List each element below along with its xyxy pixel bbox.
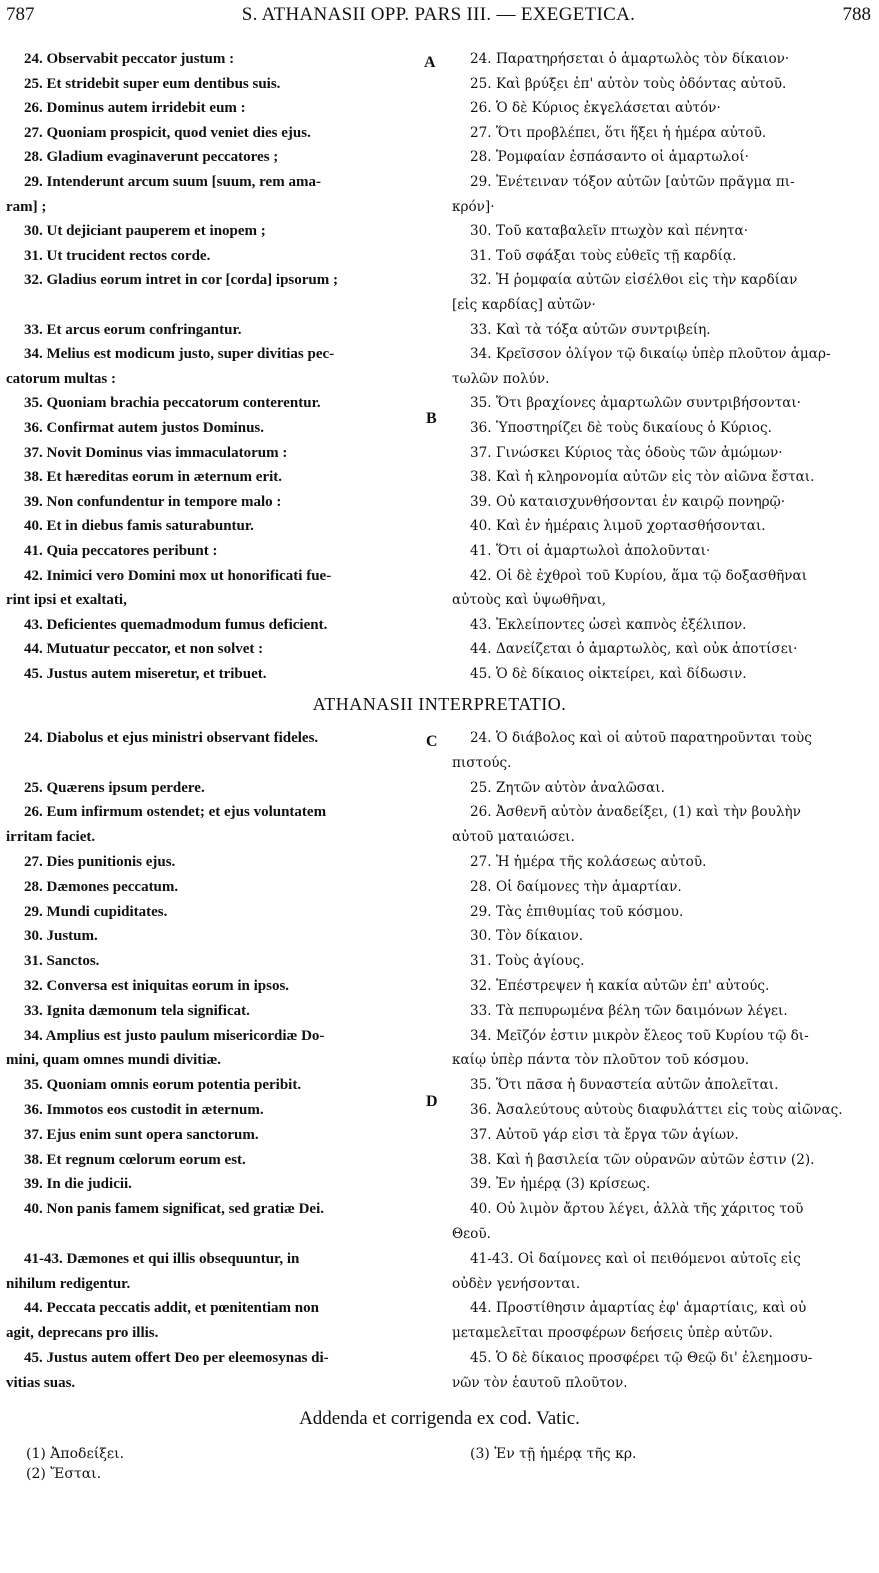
interp-latin-line: 24. Diabolus et ejus ministri observant fideles. [24,730,319,746]
interp-greek-line: 44. Προστίθησιν ἁμαρτίας ἐφ' ἁμαρτίαις, καὶ οὐ [470,1300,807,1317]
interp-latin-line: mini, quam omnes mundi divitiæ. [6,1052,222,1069]
interp-latin-line: 30. Justum. [24,928,98,945]
running-header [6,4,871,34]
interpretation-latin-column [6,726,426,1406]
interp-latin-line: 26. Eum infirmum ostendet; et ejus voluntatem [24,804,327,821]
psalm-latin-line: 31. Ut trucident rectos corde. [24,247,211,264]
psalm-greek-line: 43. Ἐκλείποντες ὡσεὶ καπνὸς ἐξέλιπον. [470,616,747,633]
interp-latin-line: 33. Ignita dæmonum tela significat. [24,1002,250,1019]
psalm-greek-line: 40. Καὶ ἐν ἡμέραις λιμοῦ χορτασθήσονται. [470,518,766,535]
interp-latin-line [6,751,426,776]
right-page-number: 788 [842,4,871,25]
running-title: S. ATHANASII OPP. PARS III. — EXEGETICA. [241,4,636,25]
psalm-latin-line [6,293,426,318]
psalm-latin-column [6,47,426,687]
psalm-greek-line: αὐτοὺς καὶ ὑψωθῆναι, [452,592,607,609]
interp-latin-line: 32. Conversa est iniquitas eorum in ipsos. [24,978,290,994]
interp-greek-line: 45. Ὁ δὲ δίκαιος προσφέρει τῷ Θεῷ δι' ἐλεημοσυ- [470,1350,813,1366]
interp-greek-line: 30. Τὸν δίκαιον. [470,928,584,945]
psalm-latin-line: catorum multas : [6,370,116,387]
addenda-note-2: (2) Ἔσται. [26,1466,102,1482]
interp-greek-line: 29. Τὰς ἐπιθυμίας τοῦ κόσμου. [470,903,684,920]
interp-latin-line: 28. Dæmones peccatum. [24,878,179,895]
psalm-latin-line: ram] ; [6,198,47,215]
psalm-greek-line: κρόν]· [452,198,495,215]
interp-latin-line: 41-43. Dæmones et qui illis obsequuntur, in [24,1250,300,1267]
addenda-note-1: (1) Ἀποδείξει. [26,1446,125,1462]
psalm-latin-line: 32. Gladius eorum intret in cor [corda] ipsorum ; [24,272,339,289]
margin-marker-b: B [426,410,437,427]
psalm-greek-line: 32. Ἡ ῥομφαία αὐτῶν εἰσέλθοι εἰς τὴν καρδίαν [470,272,798,289]
psalm-latin-line: 26. Dominus autem irridebit eum : [24,100,246,117]
psalm-latin-line: 36. Confirmat autem justos Dominus. [24,420,264,436]
psalm-greek-line: 30. Τοῦ καταβαλεῖν πτωχὸν καὶ πένητα· [470,223,749,240]
interp-greek-line: 37. Αὐτοῦ γάρ εἰσι τὰ ἔργα τῶν ἁγίων. [470,1126,739,1143]
interp-latin-line: 34. Amplius est justo paulum misericordiæ Do- [24,1027,325,1044]
psalm-greek-line: 26. Ὁ δὲ Κύριος ἐκγελάσεται αὐτόν· [470,100,721,117]
psalm-greek-line: 35. Ὅτι βραχίονες ἁμαρτωλῶν συντριβήσονται· [470,395,802,412]
interp-latin-line: agit, deprecans pro illis. [6,1325,159,1342]
interp-greek-line: αὐτοῦ ματαιώσει. [452,829,575,846]
psalm-greek-line: 27. Ὅτι προβλέπει, ὅτι ἥξει ἡ ἡμέρα αὐτοῦ. [470,124,767,141]
psalm-latin-line: 42. Inimici vero Domini mox ut honorificati fue- [24,567,332,584]
margin-marker-d: D [426,1093,438,1110]
interp-greek-line: 33. Τὰ πεπυρωμένα βέλη τῶν δαιμόνων λέγει. [470,1002,788,1019]
psalm-latin-line: rint ipsi et exaltati, [6,592,127,609]
psalm-greek-line: τωλῶν πολύν. [452,370,550,387]
interp-latin-line: 31. Sanctos. [24,953,100,970]
psalm-greek-line: 31. Τοῦ σφάξαι τοὺς εὐθεῖς τῇ καρδίᾳ. [470,247,737,264]
psalm-greek-line: 33. Καὶ τὰ τόξα αὐτῶν συντριβείη. [470,321,711,338]
psalm-latin-line: 41. Quia peccatores peribunt : [24,543,218,559]
psalm-latin-line: 37. Novit Dominus vias immaculatorum : [24,444,288,461]
psalm-greek-line: [εἰς καρδίας] αὐτῶν· [452,297,596,313]
psalm-greek-line: 25. Καὶ βρύξει ἐπ' αὐτὸν τοὺς ὀδόντας αὐτοῦ. [470,75,787,92]
psalm-greek-line: 29. Ἐνέτειναν τόξον αὐτῶν [αὐτῶν πρᾶγμα πι- [470,174,795,190]
interp-latin-line: 38. Et regnum cœlorum eorum est. [24,1151,246,1168]
interp-greek-line: 28. Οἱ δαίμονες τὴν ἁμαρτίαν. [470,878,682,895]
margin-marker-a: A [424,54,436,71]
interp-greek-line: 39. Ἐν ἡμέρᾳ (3) κρίσεως. [470,1176,651,1193]
psalm-greek-line: 24. Παρατηρήσεται ὁ ἁμαρτωλὸς τὸν δίκαιον· [470,51,790,67]
interp-latin-line: nihilum redigentur. [6,1275,131,1292]
addenda-title: Addenda et corrigenda ex cod. Vatic. [299,1408,580,1429]
interp-greek-line: 26. Ἀσθενῆ αὐτὸν ἀναδείξει, (1) καὶ τὴν βουλὴν [470,804,801,821]
interp-greek-line: 35. Ὅτι πᾶσα ἡ δυναστεία αὐτῶν ἀπολεῖται. [470,1077,779,1094]
interp-greek-line: 32. Ἐπέστρεψεν ἡ κακία αὐτῶν ἐπ' αὐτούς. [470,978,770,994]
addenda-note-3: (3) Ἐν τῇ ἡμέρᾳ τῆς κρ. [470,1446,637,1462]
psalm-latin-line: 35. Quoniam brachia peccatorum conterentur. [24,395,321,412]
interp-greek-line: μεταμελεῖται προσφέρων δεήσεις ὑπὲρ αὐτῶν. [452,1325,773,1342]
interp-latin-line: 25. Quærens ipsum perdere. [24,779,205,796]
interpretation-greek-column [452,726,870,1406]
psalm-latin-line: 39. Non confundentur in tempore malo : [24,493,282,510]
interp-latin-line: 45. Justus autem offert Deo per eleemosynas di- [24,1350,329,1366]
psalm-greek-line: 37. Γινώσκει Κύριος τὰς ὁδοὺς τῶν ἀμώμων· [470,444,783,461]
psalm-greek-line: 38. Καὶ ἡ κληρονομία αὐτῶν εἰς τὸν αἰῶνα ἔσται. [470,469,815,486]
margin-marker-c: C [426,733,438,750]
psalm-latin-line: 30. Ut dejiciant pauperem et inopem ; [24,223,266,240]
section-title: ATHANASII INTERPRETATIO. [312,694,567,714]
psalm-latin-line: 24. Observabit peccator justum : [24,51,235,67]
left-page-number: 787 [6,4,35,25]
psalm-latin-line: 25. Et stridebit super eum dentibus suis. [24,75,281,92]
interp-latin-line: vitias suas. [6,1374,76,1391]
psalm-latin-line: 44. Mutuatur peccator, et non solvet : [24,641,264,658]
interp-greek-line: 40. Οὐ λιμὸν ἄρτου λέγει, ἀλλὰ τῆς χάριτος τοῦ [470,1201,804,1218]
psalm-greek-line: 45. Ὁ δὲ δίκαιος οἰκτείρει, καὶ δίδωσιν. [470,666,747,682]
interp-latin-line: 40. Non panis famem significat, sed gratiæ Dei. [24,1201,324,1218]
psalm-latin-line: 28. Gladium evaginaverunt peccatores ; [24,149,279,166]
interp-latin-line [6,1222,426,1247]
psalm-latin-line: 38. Et hæreditas eorum in æternum erit. [24,469,283,486]
psalm-latin-line: 33. Et arcus eorum confringantur. [24,321,242,338]
psalm-greek-line: 41. Ὅτι οἱ ἁμαρτωλοὶ ἀπολοῦνται· [470,543,711,559]
interp-greek-line: καίῳ ὑπὲρ πάντα τὸν πλοῦτον τοῦ κόσμου. [452,1052,750,1069]
psalm-latin-line: 29. Intenderunt arcum suum [suum, rem ama- [24,174,321,190]
interp-latin-line: 29. Mundi cupiditates. [24,903,168,920]
psalm-latin-line: 40. Et in diebus famis saturabuntur. [24,518,254,535]
interp-greek-line: 24. Ὁ διάβολος καὶ οἱ αὐτοῦ παρατηροῦνται τοὺς [470,730,812,746]
interp-latin-line: 39. In die judicii. [24,1176,132,1193]
interp-greek-line: νῶν τὸν ἑαυτοῦ πλοῦτον. [452,1374,628,1391]
psalm-latin-line: 43. Deficientes quemadmodum fumus deficient. [24,616,328,633]
psalm-latin-line: 34. Melius est modicum justo, super divitias pec- [24,346,335,363]
psalm-greek-line: 44. Δανείζεται ὁ ἁμαρτωλὸς, καὶ οὐκ ἀποτίσει· [470,641,798,658]
interp-latin-line: 37. Ejus enim sunt opera sanctorum. [24,1126,259,1143]
interp-latin-line: 35. Quoniam omnis eorum potentia peribit. [24,1077,302,1094]
psalm-greek-column [452,47,870,687]
interp-latin-line: 44. Peccata peccatis addit, et pœnitentiam non [24,1300,319,1317]
psalm-greek-line: 42. Οἱ δὲ ἐχθροὶ τοῦ Κυρίου, ἅμα τῷ δοξασθῆναι [470,567,808,584]
psalm-greek-line: 34. Κρεῖσσον ὀλίγον τῷ δικαίῳ ὑπὲρ πλοῦτον ἁμαρ- [470,346,831,363]
interp-greek-line: 27. Ἡ ἡμέρα τῆς κολάσεως αὐτοῦ. [470,854,707,870]
interp-greek-line: 38. Καὶ ἡ βασιλεία τῶν οὐρανῶν αὐτῶν ἐστιν (2). [470,1151,815,1168]
psalm-latin-line: 45. Justus autem miseretur, et tribuet. [24,666,267,682]
interp-greek-line: 25. Ζητῶν αὐτὸν ἀναλῶσαι. [470,779,665,796]
interp-greek-line: πιστούς. [452,754,512,771]
interp-greek-line: 34. Μεῖζόν ἐστιν μικρὸν ἔλεος τοῦ Κυρίου τῷ δι- [470,1027,809,1044]
interp-latin-line: 36. Immotos eos custodit in æternum. [24,1102,264,1118]
interp-greek-line: 31. Τοὺς ἁγίους. [470,953,585,970]
psalm-greek-line: 28. Ῥομφαίαν ἐσπάσαντο οἱ ἁμαρτωλοί· [470,149,750,166]
psalm-latin-line: 27. Quoniam prospicit, quod veniet dies ejus. [24,124,311,141]
interp-latin-line: 27. Dies punitionis ejus. [24,854,176,870]
interp-greek-line: 41-43. Οἱ δαίμονες καὶ οἱ πειθόμενοι αὐτοῖς εἰς [470,1250,801,1267]
psalm-greek-line: 36. Ὑποστηρίζει δὲ τοὺς δικαίους ὁ Κύριος. [470,420,772,436]
psalm-greek-line: 39. Οὐ καταισχυνθήσονται ἐν καιρῷ πονηρῷ· [470,493,786,510]
interp-greek-line: Θεοῦ. [452,1226,491,1242]
interp-greek-line: 36. Ἀσαλεύτους αὐτοὺς διαφυλάττει εἰς τοὺς αἰῶνας. [470,1102,843,1118]
interp-greek-line: οὐδὲν γενήσονται. [452,1275,581,1292]
interp-latin-line: irritam faciet. [6,829,96,846]
